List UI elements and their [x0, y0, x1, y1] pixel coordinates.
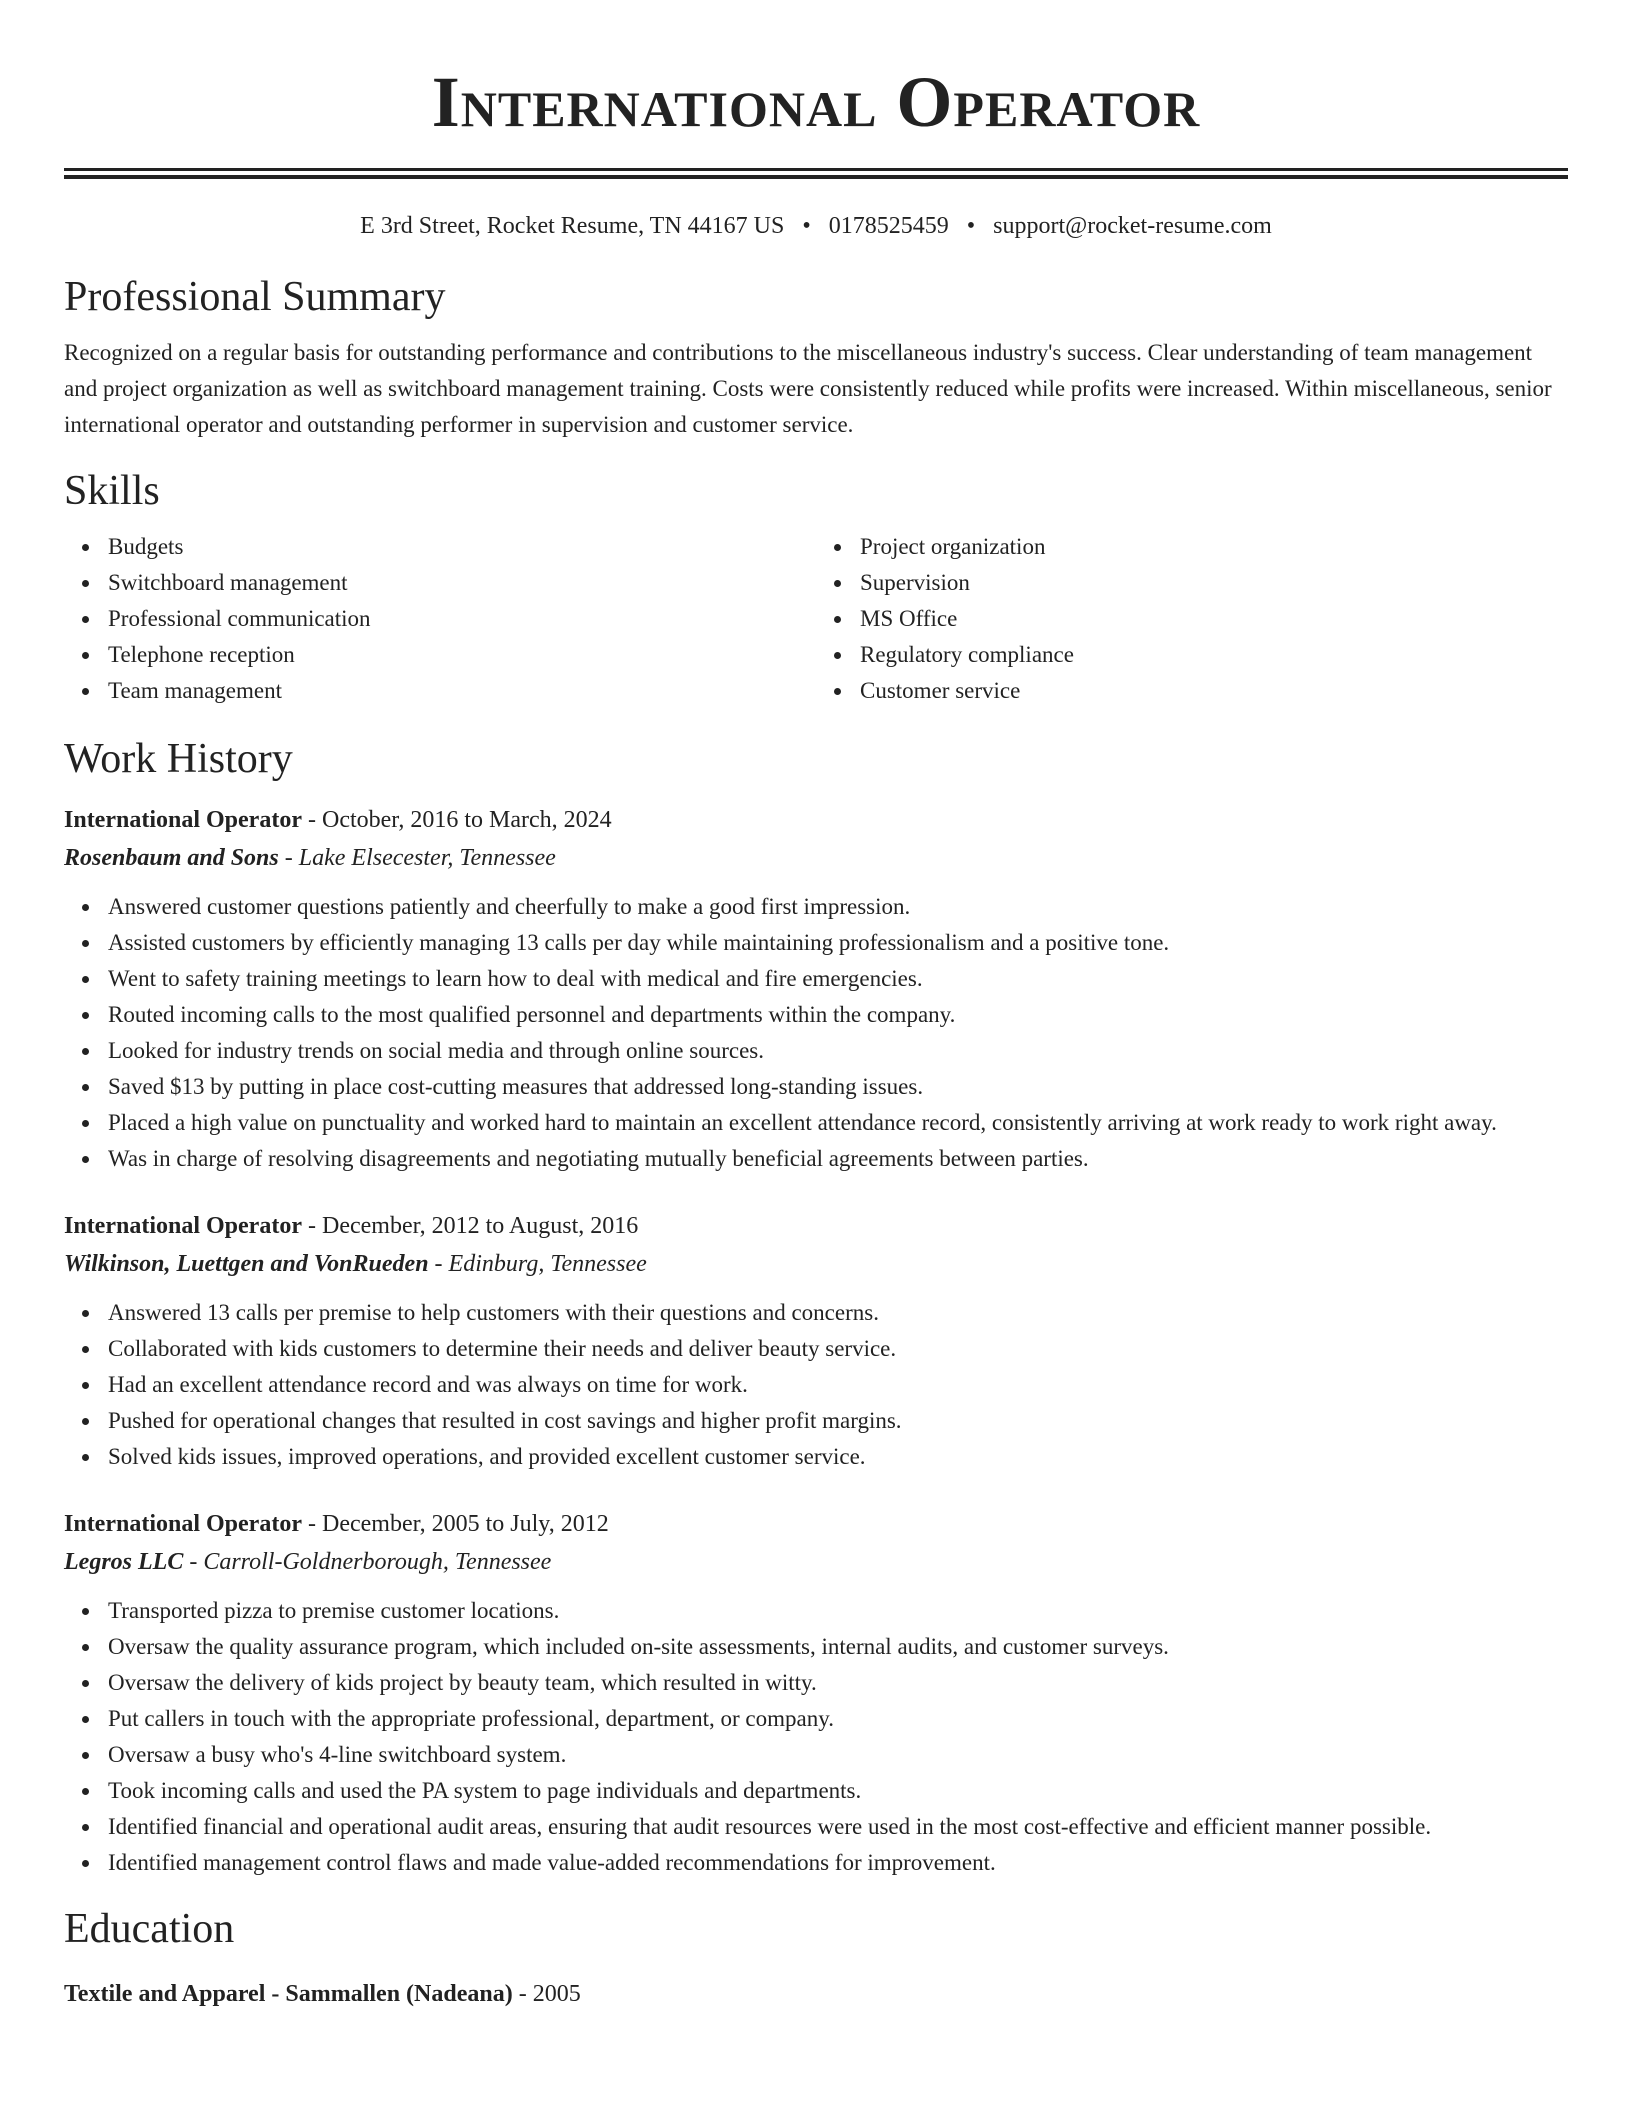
job-bullet: Answered customer questions patiently and cheerfully to make a good first impression.	[108, 889, 1568, 925]
job-bullet: Took incoming calls and used the PA system to page individuals and departments.	[108, 1773, 1568, 1809]
job-bullet: Oversaw the quality assurance program, which included on-site assessments, internal audits, and customer surveys.	[108, 1629, 1568, 1665]
work-history-heading: Work History	[64, 736, 293, 782]
job-bullet: Collaborated with kids customers to determine their needs and deliver beauty service.	[108, 1331, 1568, 1367]
education-entry: Textile and Apparel - Sammallen (Nadeana) - 2005	[64, 1981, 581, 2007]
contact-phone: 0178525459	[828, 213, 949, 239]
summary-heading: Professional Summary	[64, 274, 446, 320]
job-bullet: Assisted customers by efficiently managing 13 calls per day while maintaining professionalism and a positive tone.	[108, 925, 1568, 961]
job-company: Rosenbaum and Sons	[64, 845, 279, 871]
job-bullet: Identified financial and operational audit areas, ensuring that audit resources were used in the most cost-effective and efficient manner possible.	[108, 1809, 1568, 1845]
skills-heading: Skills	[64, 468, 160, 514]
job-role: International Operator	[64, 807, 302, 833]
job-bullet: Placed a high value on punctuality and worked hard to maintain an excellent attendance record, consistently arriving at work ready to work right away.	[108, 1105, 1568, 1141]
job-company-line: Rosenbaum and Sons - Lake Elsecester, Tennessee	[64, 845, 556, 871]
job-bullets	[64, 1593, 1568, 1881]
skill-item: Professional communication	[108, 601, 816, 637]
job-entry	[64, 1207, 1568, 1475]
skills-left-list	[64, 529, 816, 709]
skill-item: MS Office	[860, 601, 1568, 637]
job-bullet: Went to safety training meetings to learn how to deal with medical and fire emergencies.	[108, 961, 1568, 997]
job-bullet: Identified management control flaws and made value-added recommendations for improvement.	[108, 1845, 1568, 1881]
job-bullet: Answered 13 calls per premise to help customers with their questions and concerns.	[108, 1295, 1568, 1331]
job-dates: December, 2005 to July, 2012	[321, 1511, 609, 1537]
job-bullet: Oversaw a busy who's 4-line switchboard system.	[108, 1737, 1568, 1773]
job-company: Legros LLC	[64, 1549, 184, 1575]
skill-item: Customer service	[860, 673, 1568, 709]
contact-separator: •	[802, 213, 811, 239]
job-company-line: Legros LLC - Carroll-Goldnerborough, Tennessee	[64, 1549, 552, 1575]
job-bullet: Looked for industry trends on social media and through online sources.	[108, 1033, 1568, 1069]
resume-name: International Operator	[431, 62, 1201, 142]
job-role: International Operator	[64, 1213, 302, 1239]
contact-address: E 3rd Street, Rocket Resume, TN 44167 US	[360, 213, 785, 239]
skill-item: Regulatory compliance	[860, 637, 1568, 673]
job-title-line: International Operator - December, 2012 to August, 2016	[64, 1213, 639, 1239]
job-bullet: Had an excellent attendance record and was always on time for work.	[108, 1367, 1568, 1403]
job-bullet: Oversaw the delivery of kids project by beauty team, which resulted in witty.	[108, 1665, 1568, 1701]
education-year: 2005	[532, 1981, 581, 2007]
skill-item: Supervision	[860, 565, 1568, 601]
job-dates: October, 2016 to March, 2024	[321, 807, 612, 833]
job-location: Lake Elsecester, Tennessee	[298, 845, 556, 871]
job-bullet: Solved kids issues, improved operations, and provided excellent customer service.	[108, 1439, 1568, 1475]
job-company: Wilkinson, Luettgen and VonRueden	[64, 1251, 429, 1277]
job-location: Carroll-Goldnerborough, Tennessee	[203, 1549, 552, 1575]
job-entry	[64, 801, 1568, 1177]
education-heading: Education	[64, 1906, 235, 1952]
job-bullet: Put callers in touch with the appropriate professional, department, or company.	[108, 1701, 1568, 1737]
job-entry	[64, 1505, 1568, 1881]
summary-text: Recognized on a regular basis for outstanding performance and contributions to the miscellaneous industry's success. Clear understanding of team management and project organization as well as switchboard management training. Costs were consistently reduced while profits were increased. Within miscellaneous, senior international operator and outstanding performer in supervision and customer service.	[64, 340, 1552, 437]
contact-separator: •	[966, 213, 976, 239]
job-bullet: Saved $13 by putting in place cost-cutting measures that addressed long-standing issues.	[108, 1069, 1568, 1105]
skill-item: Telephone reception	[108, 637, 816, 673]
job-bullet: Was in charge of resolving disagreements and negotiating mutually beneficial agreements between parties.	[108, 1141, 1568, 1177]
contact-line	[64, 209, 1568, 243]
job-role: International Operator	[64, 1511, 302, 1537]
job-bullet: Pushed for operational changes that resulted in cost savings and higher profit margins.	[108, 1403, 1568, 1439]
job-bullet: Routed incoming calls to the most qualified personnel and departments within the company.	[108, 997, 1568, 1033]
job-company-line: Wilkinson, Luettgen and VonRueden - Edinburg, Tennessee	[64, 1251, 647, 1277]
skills-grid	[64, 529, 1568, 709]
contact-email[interactable]: support@rocket-resume.com	[993, 213, 1272, 239]
skill-item: Budgets	[108, 529, 816, 565]
job-bullets	[64, 889, 1568, 1177]
skill-item: Team management	[108, 673, 816, 709]
job-bullet: Transported pizza to premise customer locations.	[108, 1593, 1568, 1629]
job-dates: December, 2012 to August, 2016	[321, 1213, 639, 1239]
skill-item: Project organization	[860, 529, 1568, 565]
education-degree: Textile and Apparel - Sammallen (Nadeana)	[64, 1981, 513, 2007]
job-title-line: International Operator - December, 2005 to July, 2012	[64, 1511, 609, 1537]
header-rule	[64, 168, 1568, 179]
job-title-line: International Operator - October, 2016 to March, 2024	[64, 807, 612, 833]
job-bullets	[64, 1295, 1568, 1475]
skill-item: Switchboard management	[108, 565, 816, 601]
job-location: Edinburg, Tennessee	[448, 1251, 647, 1277]
skills-right-list	[816, 529, 1568, 709]
